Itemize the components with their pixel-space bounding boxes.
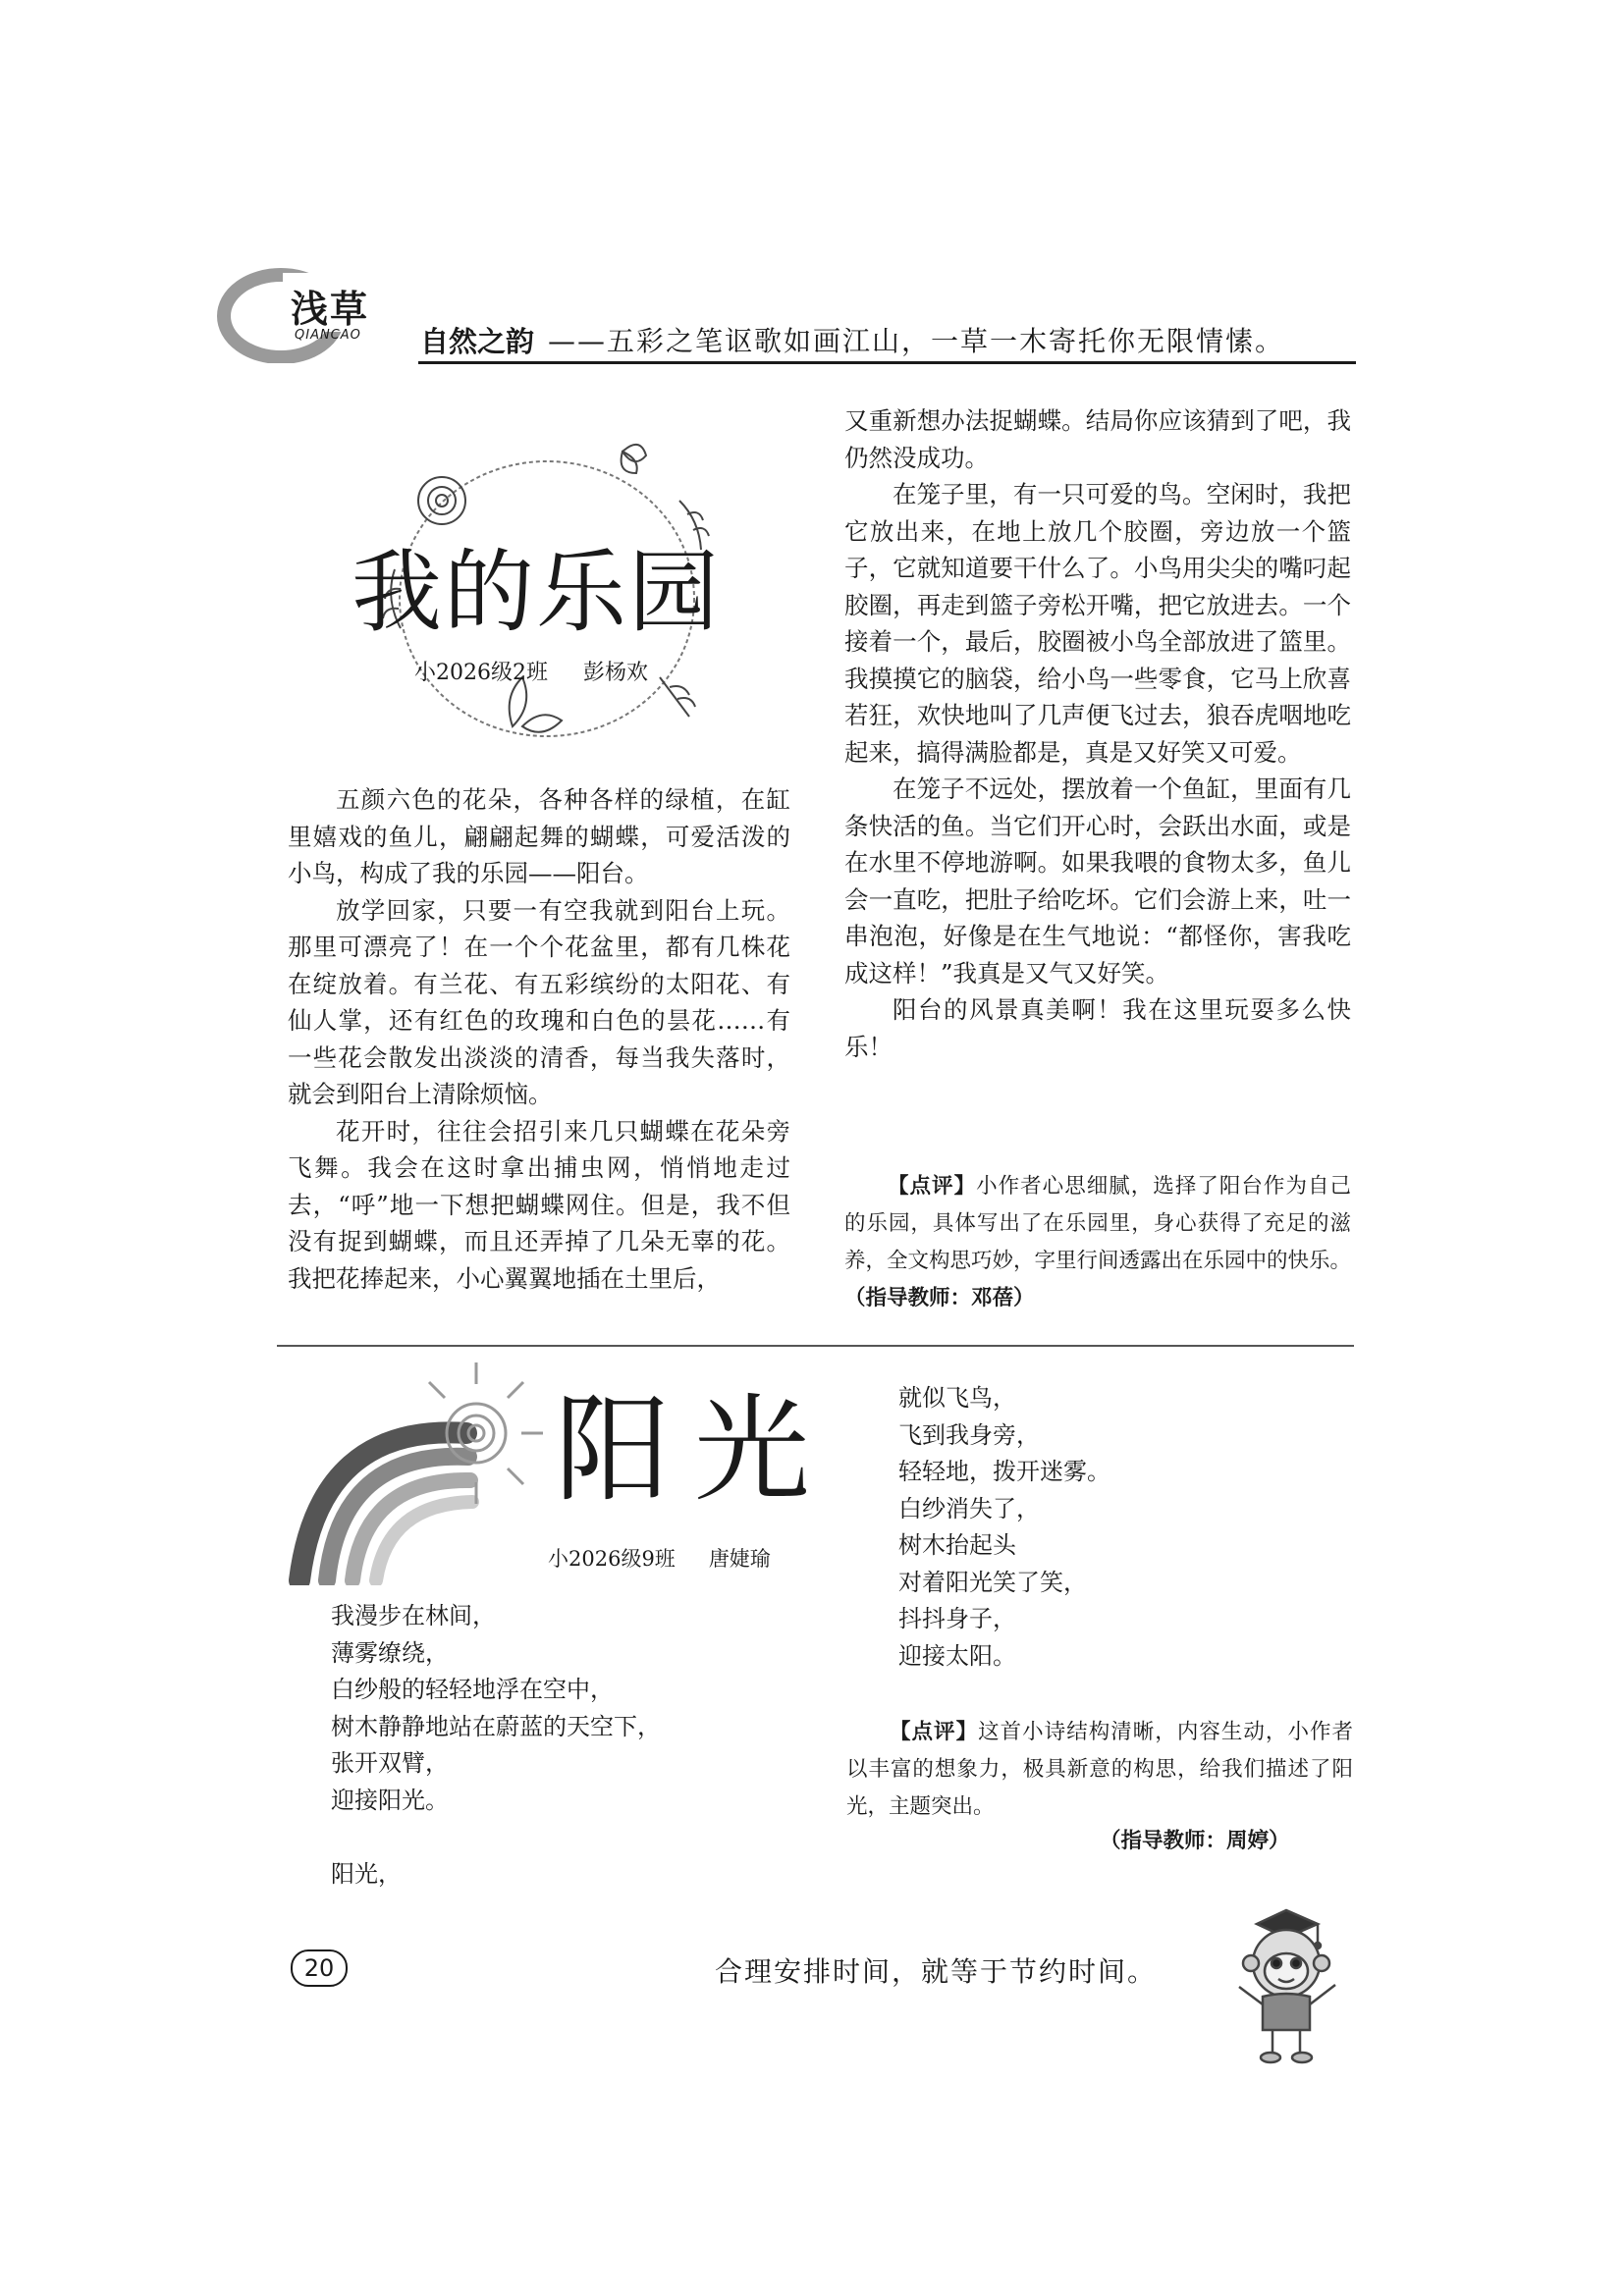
poem-line: 张开双臂， <box>331 1749 449 1777</box>
poem-line: 迎接太阳。 <box>898 1641 1016 1670</box>
article-column-left <box>288 781 790 1297</box>
poem-line: 我漫步在林间， <box>331 1602 496 1629</box>
poem-line: 白纱般的轻轻地浮在空中， <box>331 1676 614 1703</box>
author-name: 唐婕瑜 <box>708 1547 771 1571</box>
poem-line: 抖抖身子， <box>898 1605 1016 1632</box>
header-motto: ——五彩之笔讴歌如画江山，一草一木寄托你无限情愫。 <box>548 325 1285 357</box>
paragraph: 花开时，往往会招引来几只蝴蝶在花朵旁飞舞。我会在这时拿出捕虫网，悄悄地走过去，“呼”地一下想把蝴蝶网住。但是，我不但没有捉到蝴蝶，而且还弄掉了几朵无辜的花。我把花捧起来，小心翼翼地插在土里后， <box>288 1116 790 1293</box>
paragraph: 放学回家，只要一有空我就到阳台上玩。那里可漂亮了！在一个个花盆里，都有几株花在绽放着。有兰花、有五彩缤纷的太阳花、有仙人掌，还有红色的玫瑰和白色的昙花……有一些花会散发出淡淡的清香，每当我失落时，就会到阳台上清除烦恼。 <box>288 895 790 1108</box>
article-column-right <box>844 402 1351 1065</box>
comment-text: 这首小诗结构清晰，内容生动，小作者以丰富的想象力，极具新意的构思，给我们描述了阳光，主题突出。 <box>846 1720 1353 1819</box>
author-class: 小2026级9班 <box>548 1547 676 1571</box>
article-title: 我的乐园 <box>352 540 722 645</box>
poem-line: 对着阳光笑了笑， <box>898 1568 1087 1596</box>
poem-line: 白纱消失了， <box>898 1494 1040 1522</box>
logo-subtitle: QIANCAO <box>295 328 361 343</box>
poem-line: 薄雾缭绕， <box>331 1638 449 1667</box>
teacher-credit: （指导教师：周婷） <box>1100 1829 1290 1853</box>
paragraph: 在笼子里，有一只可爱的鸟。空闲时，我把它放出来，在地上放几个胶圈，旁边放一个篮子，它就知道要干什么了。小鸟用尖尖的嘴叼起胶圈，再走到篮子旁松开嘴，把它放进去。一个接着一个，最后，胶圈被小鸟全部放进了篮里。我摸摸它的脑袋，给小鸟一些零食，它马上欣喜若狂，欢快地叫了几声便飞过去，狼吞虎咽地吃起来，搞得满脸都是，真是又好笑又可爱。 <box>844 480 1351 767</box>
poem-line: 轻轻地，拨开迷雾。 <box>898 1458 1110 1485</box>
page-number: 20 <box>291 1949 348 1987</box>
comment-tag: 【点评】 <box>888 1174 977 1199</box>
teacher-credit: （指导教师：邓蓓） <box>844 1286 1035 1310</box>
paragraph: 阳台的风景真美啊！我在这里玩耍多么快乐！ <box>844 995 1351 1061</box>
author-name: 彭杨欢 <box>583 661 649 685</box>
footer-motto: 合理安排时间，就等于节约时间。 <box>715 1955 1158 1988</box>
article-byline <box>548 1543 804 1573</box>
editor-comment <box>844 1168 1351 1317</box>
section-divider <box>277 1345 1354 1347</box>
poem-line: 飞到我身旁， <box>898 1420 1040 1449</box>
author-class: 小2026级2班 <box>414 661 548 685</box>
paragraph: 在笼子不远处，摆放着一个鱼缸，里面有几条快活的鱼。当它们开心时，会跃出水面，或是在水里不停地游啊。如果我喂的食物太多，鱼儿会一直吃，把肚子给吃坏。它们会游上来，吐一串泡泡，好像是在生气地说：“都怪你，害我吃成这样！”我真是又气又好笑。 <box>844 774 1351 988</box>
paragraph: 又重新想办法捉蝴蝶。结局你应该猜到了吧，我仍然没成功。 <box>844 406 1351 472</box>
header-rule <box>418 361 1356 364</box>
comment-text: 小作者心思细腻，选择了阳台作为自己的乐园，具体写出了在乐园里，身心获得了充足的滋养，全文构思巧妙，字里行间透露出在乐园中的快乐。 <box>844 1174 1352 1273</box>
article-byline <box>414 656 683 686</box>
poem-line: 迎接阳光。 <box>331 1786 449 1814</box>
article-title: 阳光 <box>555 1382 835 1518</box>
poem-line: 就似飞鸟， <box>898 1384 1016 1412</box>
poem-line: 阳光， <box>331 1859 402 1888</box>
section-title: 自然之韵 <box>420 325 535 358</box>
logo-title: 浅草 <box>291 288 370 331</box>
comment-tag: 【点评】 <box>890 1720 979 1744</box>
poem-column-right <box>898 1380 1110 1675</box>
paragraph: 五颜六色的花朵，各种各样的绿植，在缸里嬉戏的鱼儿，翩翩起舞的蝴蝶，可爱活泼的小鸟，构成了我的乐园——阳台。 <box>288 785 790 887</box>
poem-line <box>331 1819 661 1856</box>
poem-line: 树木静静地站在蔚蓝的天空下， <box>331 1712 661 1740</box>
sun-rainbow-icon <box>280 1355 545 1585</box>
poem-column-left <box>331 1598 661 1893</box>
poem-line: 树木抬起头 <box>898 1531 1016 1559</box>
mascot-icon <box>1218 1895 1355 2071</box>
editor-comment <box>846 1714 1353 1826</box>
